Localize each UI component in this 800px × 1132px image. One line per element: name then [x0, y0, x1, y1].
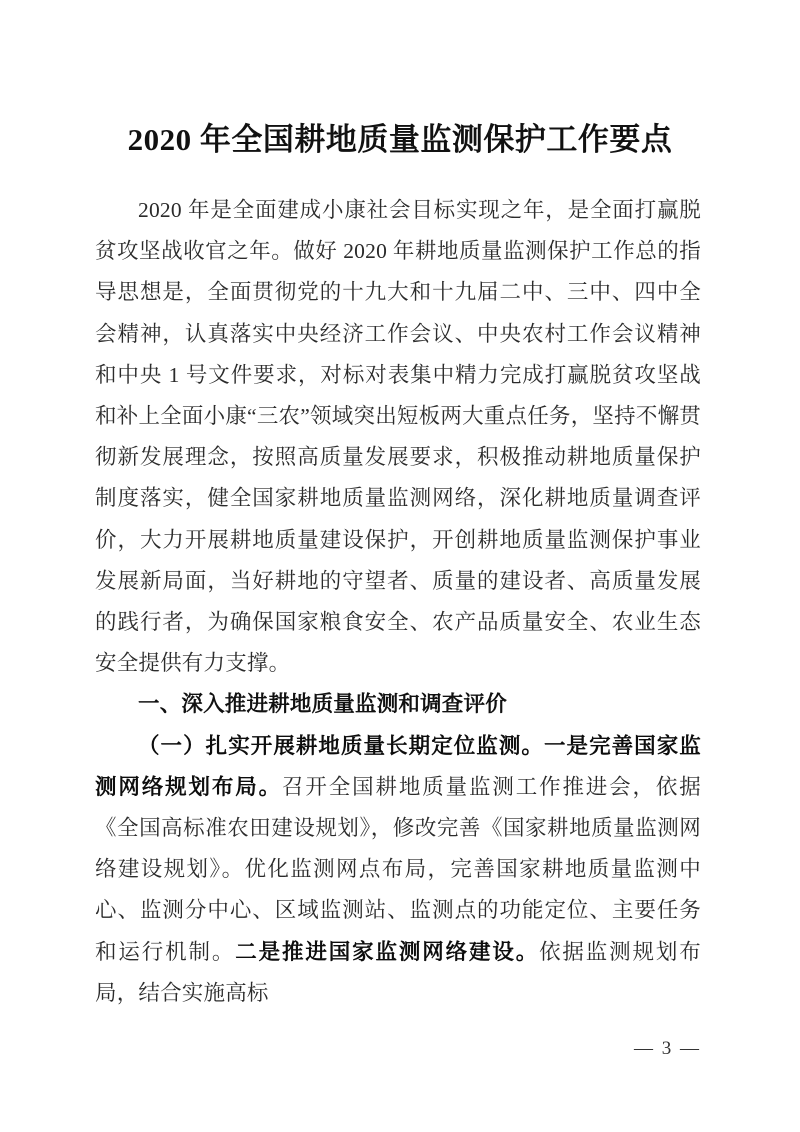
paragraph-section-one	[95, 726, 701, 1014]
paragraph-text-a: 召开全国耕地质量监测工作推进会，依据《全国高标准农田建设规划》，修改完善《国家耕地质量监测网络建设规划》。优化监测网点布局，完善国家耕地质量监测中心、监测分中心、区域监测站、监测点的功能定位、主要任务和运行机制。	[95, 774, 701, 964]
page-number: — 3 —	[634, 1038, 701, 1059]
paragraph-lead-in-b: 二是推进国家监测网络建设。	[235, 939, 540, 964]
paragraph-intro: 2020 年是全面建成小康社会目标实现之年，是全面打赢脱贫攻坚战收官之年。做好 2020 年耕地质量监测保护工作总的指导思想是，全面贯彻党的十九大和十九届二中、三中、四中全会精神，认真落实中央经济工作会议、中央农村工作会议精神和中央 1 号文件要求，对标对表集中精力完成打赢脱贫攻坚战和补上全面小康“三农”领域突出短板两大重点任务，坚持不懈贯彻新发展理念，按照高质量发展要求，积极推动耕地质量保护制度落实，健全国家耕地质量监测网络，深化耕地质量调查评价，大力开展耕地质量建设保护，开创耕地质量监测保护事业发展新局面，当好耕地的守望者、质量的建设者、高质量发展的践行者，为确保国家粮食安全、农产品质量安全、农业生态安全提供有力支撑。	[95, 198, 701, 676]
paragraph-lead-in-a: （一）扎实开展耕地质量长期定位监测。一是完善国家监测网络规划布局。	[95, 733, 701, 799]
document-body	[95, 190, 701, 1014]
page-title: 2020 年全国耕地质量监测保护工作要点	[127, 121, 673, 157]
section-heading-one: 一、深入推进耕地质量监测和调查评价	[138, 692, 507, 717]
paragraph-text-b: 依据监测规划布局，结合实施高标	[95, 939, 701, 1005]
